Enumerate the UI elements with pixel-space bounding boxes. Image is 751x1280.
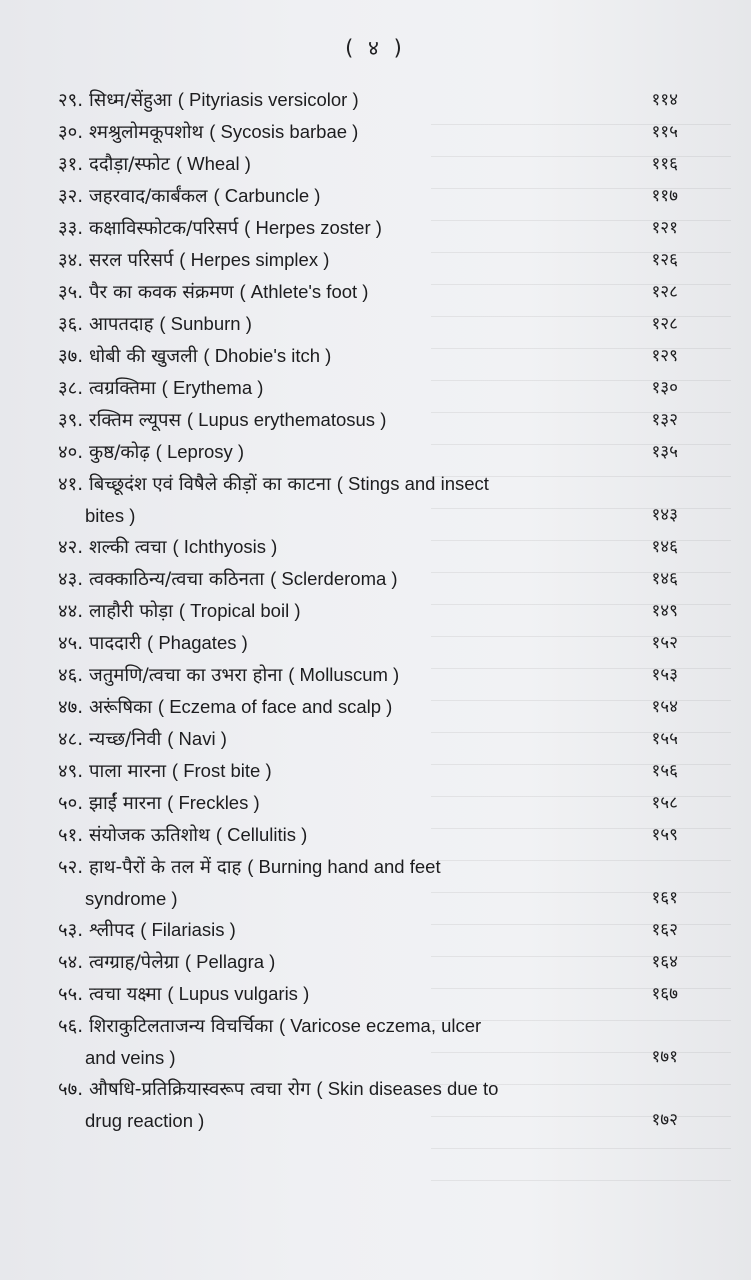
contents-entry: [58, 914, 678, 946]
entry-title: [58, 436, 618, 468]
entry-english-title: ( Sunburn ): [159, 313, 252, 334]
contents-entry: [58, 595, 678, 627]
entry-english-title: ( Frost bite ): [171, 760, 272, 781]
contents-entry: [58, 148, 678, 180]
entry-page-number: १५४: [651, 697, 678, 717]
entry-hindi-title: कुष्ठ/कोढ़: [89, 442, 150, 463]
contents-entry: [58, 276, 678, 308]
entry-hindi-title: सरल परिसर्प: [89, 250, 174, 271]
entry-title: [58, 531, 618, 563]
entry-number: ३१.: [58, 154, 84, 175]
entry-english-title: ( Erythema ): [161, 377, 264, 398]
entry-page-number: १२६: [651, 250, 678, 270]
entry-page-number: १६१: [651, 888, 678, 908]
entry-page-number: ११६: [651, 154, 678, 174]
entry-number: ४१.: [58, 474, 84, 495]
entry-number: ४२.: [58, 537, 84, 558]
entry-english-title-continued: bites ): [85, 505, 136, 526]
entry-number: ५७.: [58, 1079, 84, 1100]
entry-page-number: ११४: [651, 90, 678, 110]
entry-number: ३७.: [58, 346, 84, 367]
entry-page-number: १४६: [651, 537, 678, 557]
entry-page-number: १४६: [651, 569, 678, 589]
entry-number: ४७.: [58, 697, 84, 718]
entry-hindi-title: ददौड़ा/स्फोट: [89, 154, 170, 175]
entry-title: [58, 276, 618, 308]
entry-title: [58, 84, 618, 116]
entry-hindi-title: शिराकुटिलताजन्य विचर्चिका: [89, 1016, 274, 1037]
contents-entry: [58, 531, 678, 563]
entry-number: ५१.: [58, 825, 84, 846]
entry-number: ३२.: [58, 186, 84, 207]
entry-hindi-title: त्वग्रक्तिमा: [89, 378, 156, 399]
entry-title: [58, 723, 618, 755]
entry-hindi-title: रक्तिम ल्यूपस: [89, 410, 181, 431]
entry-english-title: ( Stings and insect: [336, 473, 489, 494]
entry-title: [58, 1010, 618, 1073]
entry-hindi-title: हाथ-पैरों के तल में दाह: [89, 857, 242, 878]
entry-page-number: १३५: [651, 442, 678, 462]
entry-hindi-title: कक्षाविस्फोटक/परिसर्प: [89, 218, 239, 239]
entry-english-title-continued: drug reaction ): [85, 1110, 205, 1131]
contents-entry: [58, 723, 678, 755]
entry-number: ३८.: [58, 378, 84, 399]
entry-page-number: १२८: [651, 282, 678, 302]
entry-number: ३९.: [58, 410, 84, 431]
contents-entry: [58, 755, 678, 787]
contents-entry: [58, 180, 678, 212]
entry-page-number: १४९: [651, 601, 678, 621]
entry-title: [58, 755, 618, 787]
contents-entry: [58, 468, 678, 531]
entry-page-number: १६२: [651, 920, 678, 940]
entry-hindi-title: झाईं मारना: [89, 793, 162, 814]
entry-page-number: ११७: [651, 186, 678, 206]
entry-english-title: ( Navi ): [167, 728, 227, 749]
entry-page-number: १५८: [651, 793, 678, 813]
entry-english-title: ( Herpes zoster ): [244, 217, 382, 238]
entry-hindi-title: औषधि-प्रतिक्रियास्वरूप त्वचा रोग: [89, 1079, 311, 1100]
entry-number: ४८.: [58, 729, 84, 750]
contents-entry: [58, 340, 678, 372]
entry-hindi-title: न्यच्छ/निवी: [89, 729, 162, 750]
entry-number: ५४.: [58, 952, 84, 973]
entry-hindi-title: त्वचा यक्ष्मा: [89, 984, 162, 1005]
entry-title: [58, 627, 618, 659]
entry-title: [58, 1073, 618, 1136]
contents-entry: [58, 819, 678, 851]
entry-english-title: ( Pellagra ): [184, 951, 276, 972]
contents-entry: [58, 978, 678, 1010]
entry-english-title: ( Molluscum ): [288, 664, 400, 685]
entry-english-title: ( Filariasis ): [140, 919, 236, 940]
contents-entry: [58, 308, 678, 340]
entry-hindi-title: अरूंषिका: [89, 697, 153, 718]
entry-title: [58, 244, 618, 276]
entry-english-title: ( Pityriasis versicolor ): [177, 89, 359, 110]
contents-entry: [58, 372, 678, 404]
entry-title: [58, 308, 618, 340]
entry-number: ४४.: [58, 601, 84, 622]
entry-english-title: ( Carbuncle ): [213, 185, 321, 206]
entry-hindi-title: पाददारी: [89, 633, 142, 654]
entry-title: [58, 563, 618, 595]
contents-entry: [58, 1073, 678, 1136]
entry-title: [58, 340, 618, 372]
entry-hindi-title: त्वग्ग्राह/पेलेग्रा: [89, 952, 179, 973]
contents-entry: [58, 436, 678, 468]
entry-hindi-title: श्लीपद: [89, 920, 135, 941]
entry-hindi-title: शल्की त्वचा: [89, 537, 167, 558]
contents-entry: [58, 404, 678, 436]
entry-title: [58, 116, 618, 148]
entry-hindi-title: श्मश्रुलोमकूपशोथ: [89, 122, 204, 143]
entry-number: ३०.: [58, 122, 84, 143]
entry-number: ४०.: [58, 442, 84, 463]
entry-number: ५६.: [58, 1016, 84, 1037]
entry-page-number: १५५: [651, 729, 678, 749]
entry-english-title: ( Phagates ): [147, 632, 248, 653]
entry-hindi-title: आपतदाह: [89, 314, 154, 335]
entry-number: ४५.: [58, 633, 84, 654]
entry-hindi-title: सिध्म/सेंहुआ: [89, 90, 172, 111]
entry-english-title: ( Sycosis barbae ): [209, 121, 359, 142]
entry-number: २९.: [58, 90, 84, 111]
entry-title: [58, 914, 618, 946]
entry-title: [58, 595, 618, 627]
page-number: ( ४ ): [345, 36, 406, 60]
entry-title: [58, 819, 618, 851]
entry-page-number: १७१: [651, 1047, 678, 1067]
entry-title: [58, 946, 618, 978]
contents-entry: [58, 659, 678, 691]
contents-entry: [58, 84, 678, 116]
entry-english-title: ( Lupus vulgaris ): [167, 983, 310, 1004]
entry-number: ३३.: [58, 218, 84, 239]
entry-title: [58, 659, 618, 691]
entry-title: [58, 851, 618, 914]
entry-number: ३६.: [58, 314, 84, 335]
entry-page-number: १४३: [651, 505, 678, 525]
entry-number: ४३.: [58, 569, 84, 590]
entry-number: ५३.: [58, 920, 84, 941]
entry-hindi-title: पैर का कवक संक्रमण: [89, 282, 234, 303]
entry-english-title: ( Wheal ): [175, 153, 251, 174]
entry-hindi-title: लाहौरी फोड़ा: [89, 601, 173, 622]
entry-number: ५२.: [58, 857, 84, 878]
entry-number: ४६.: [58, 665, 84, 686]
entry-english-title: ( Leprosy ): [155, 441, 245, 462]
entry-title: [58, 148, 618, 180]
contents-entry: [58, 244, 678, 276]
entry-title: [58, 404, 618, 436]
entry-page-number: १५३: [651, 665, 678, 685]
entry-page-number: १२१: [651, 218, 678, 238]
entry-english-title: ( Athlete's foot ): [239, 281, 369, 302]
entry-hindi-title: जहरवाद/कार्बंकल: [89, 186, 208, 207]
contents-entry: [58, 946, 678, 978]
entry-hindi-title: पाला मारना: [89, 761, 167, 782]
contents-entry: [58, 627, 678, 659]
entry-english-title: ( Sclerderoma ): [270, 568, 398, 589]
entry-title: [58, 372, 618, 404]
contents-entry: [58, 851, 678, 914]
entry-title: [58, 691, 618, 723]
entry-english-title: ( Lupus erythematosus ): [186, 409, 387, 430]
contents-entry: [58, 1010, 678, 1073]
entry-page-number: १५६: [651, 761, 678, 781]
entry-hindi-title: संयोजक ऊतिशोथ: [89, 825, 210, 846]
entry-page-number: १२९: [651, 346, 678, 366]
entry-page-number: १७२: [651, 1110, 678, 1130]
contents-entry: [58, 563, 678, 595]
contents-list: [58, 84, 678, 1136]
entry-page-number: १६७: [651, 984, 678, 1004]
entry-english-title: ( Freckles ): [167, 792, 260, 813]
entry-hindi-title: जतुमणि/त्वचा का उभरा होना: [89, 665, 283, 686]
entry-english-title: ( Burning hand and feet: [247, 856, 441, 877]
entry-english-title: ( Ichthyosis ): [172, 536, 278, 557]
entry-number: ४९.: [58, 761, 84, 782]
entry-title: [58, 978, 618, 1010]
contents-entry: [58, 691, 678, 723]
entry-english-title-continued: syndrome ): [85, 888, 178, 909]
entry-page-number: १२८: [651, 314, 678, 334]
entry-hindi-title: धोबी की खुजली: [89, 346, 198, 367]
entry-page-number: १५२: [651, 633, 678, 653]
entry-english-title: ( Dhobie's itch ): [203, 345, 332, 366]
entry-page-number: १५९: [651, 825, 678, 845]
entry-title: [58, 468, 618, 531]
entry-hindi-title: बिच्छूदंश एवं विषैले कीड़ों का काटना: [89, 474, 331, 495]
entry-english-title: ( Eczema of face and scalp ): [157, 696, 393, 717]
entry-english-title: ( Herpes simplex ): [179, 249, 330, 270]
entry-page-number: ११५: [651, 122, 678, 142]
entry-hindi-title: त्वक्काठिन्य/त्वचा कठिनता: [89, 569, 265, 590]
entry-number: ३५.: [58, 282, 84, 303]
entry-title: [58, 787, 618, 819]
contents-entry: [58, 212, 678, 244]
entry-number: ३४.: [58, 250, 84, 271]
entry-title: [58, 180, 618, 212]
entry-page-number: १३०: [651, 378, 678, 398]
entry-english-title-continued: and veins ): [85, 1047, 176, 1068]
entry-page-number: १६४: [651, 952, 678, 972]
contents-entry: [58, 116, 678, 148]
entry-english-title: ( Tropical boil ): [178, 600, 301, 621]
entry-english-title: ( Cellulitis ): [215, 824, 308, 845]
entry-english-title: ( Skin diseases due to: [316, 1078, 499, 1099]
entry-title: [58, 212, 618, 244]
contents-entry: [58, 787, 678, 819]
entry-number: ५०.: [58, 793, 84, 814]
entry-number: ५५.: [58, 984, 84, 1005]
entry-page-number: १३२: [651, 410, 678, 430]
entry-english-title: ( Varicose eczema, ulcer: [279, 1015, 482, 1036]
